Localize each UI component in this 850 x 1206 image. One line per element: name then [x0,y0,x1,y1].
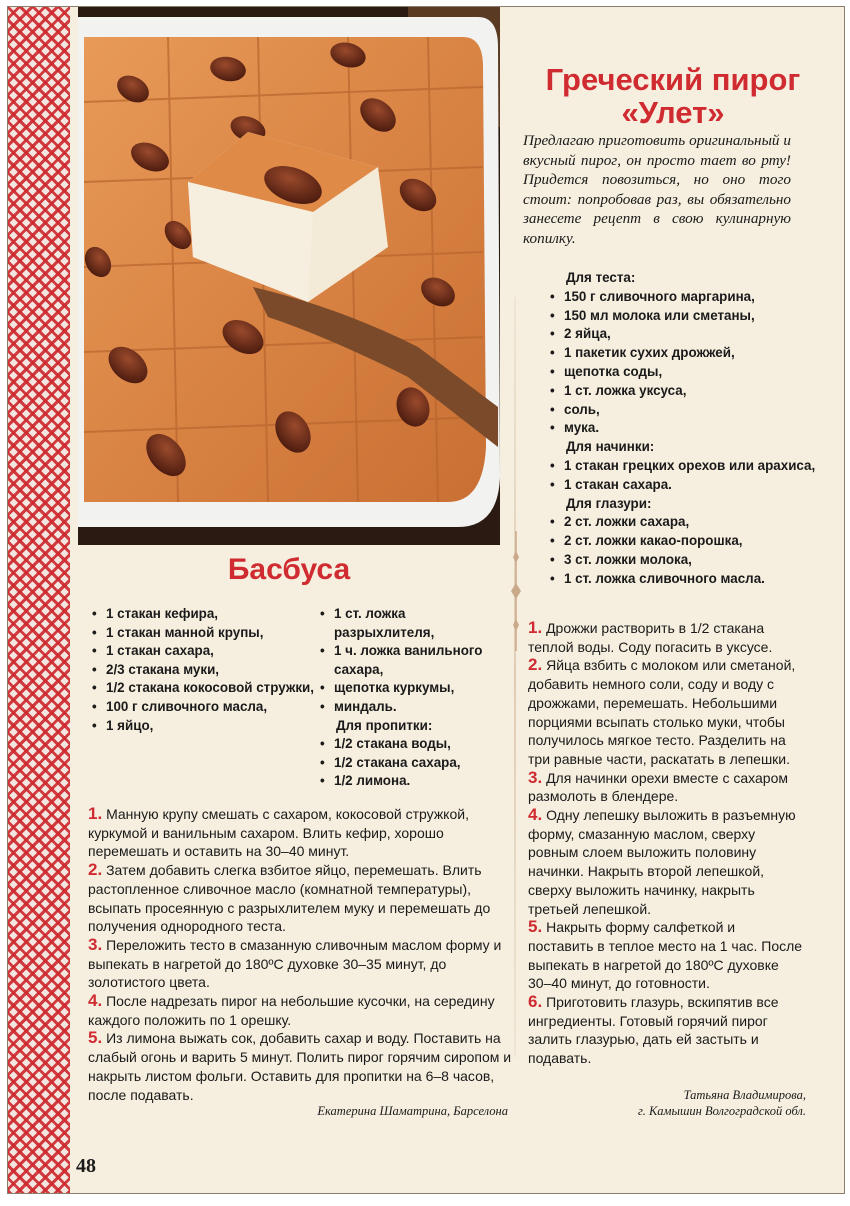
ingredient-heading: Для пропитки: [336,717,433,733]
basbusa-cake-photo [78,7,500,545]
ingredient-item: • 1 стакан кефира, [90,605,316,624]
column-divider [514,297,516,1057]
basbusa-author: Екатерина Шаматрина, Барселона [317,1104,508,1118]
ingredient-item: • 1/2 стакана воды, [318,735,503,754]
ingredient-item: • 1 стакан сахара, [90,642,316,661]
ingredient-item: • 150 мл молока или сметаны, [548,307,838,326]
ingredient-item: • щепотка соды, [548,363,838,382]
ingredient-item: • 1 ч. ложка ванильного сахара, [318,642,503,679]
basbusa-steps [88,805,512,1104]
ingredient-item: • щепотка куркумы, [318,679,503,698]
greek-pie-author [568,1087,806,1119]
ingredient-item: • мука. [548,419,838,438]
ingredient-item: • 150 г сливочного маргарина, [548,288,838,307]
recipe-step [528,806,804,918]
author-place: г. Камышин Волгоградской обл. [638,1104,806,1118]
ingredient-item: • 1/2 лимона. [318,772,503,791]
step-text: Яйца взбить с молоком или сметаной, добавить немного соли, соду и воду с дрожжами, перемешать. Небольшими порциями всыпать столько муки, чтобы получилось мягкое тесто. Разделить на три равные части, раскатать в лепешки. [528,657,796,767]
ingredient-heading: Для глазури: [566,495,652,511]
recipe-step [528,769,804,806]
ingredient-heading: Для теста: [566,270,636,285]
step-text: Для начинки орехи вместе с сахаром размолоть в блендере. [528,769,788,805]
recipe-step [528,918,804,993]
ingredient-item: • 1 пакетик сухих дрожжей, [548,344,838,363]
step-text: После надрезать пирог на небольшие кусочки, на середину каждого положить по 1 орешку. [88,993,495,1028]
recipe-step [88,936,512,992]
step-number: 4. [88,991,103,1011]
basbusa-ingredients-col2 [318,605,503,791]
ingredient-item: • 1 ст. ложка разрыхлителя, [318,605,503,642]
recipe-step [88,992,512,1029]
step-number: 5. [88,1028,103,1048]
step-text: Затем добавить слегка взбитое яйцо, перемешать. Влить растопленное сливочное масло (комнатной температуры), всыпать просеянную с разрыхлителем муку и перемешать до получения однородного теста. [88,862,491,935]
magazine-page [7,6,845,1194]
ingredient-item: • 1/2 стакана кокосовой стружки, [90,679,316,698]
ingredient-item: • 2/3 стакана муки, [90,661,316,680]
step-number: 1. [88,804,103,823]
step-text: Дрожжи растворить в 1/2 стакана теплой воды. Соду погасить в уксусе. [528,620,773,655]
page-number: 48 [76,1155,96,1177]
recipe-step [528,993,804,1068]
ingredient-item: • 1 ст. ложка уксуса, [548,382,838,401]
ingredient-item: • 2 ст. ложки какао-порошка, [548,532,838,551]
ingredient-item: • 1 ст. ложка сливочного масла. [548,570,838,589]
step-text: Из лимона выжать сок, добавить сахар и воду. Поставить на слабый огонь и варить 5 минут. Полить пирог горячим сиропом и накрыть листом фольги. Оставить для пропитки на 6–8 часов, после подавать. [88,1030,512,1103]
greek-pie-title-line2: «Улет» [621,95,725,130]
ingredient-item: • миндаль. [318,698,503,717]
step-number: 3. [88,934,103,954]
step-text: Манную крупу смешать с сахаром, кокосовой стружкой, куркумой и ванильным сахаром. Влить кефир, хорошо перемешать и оставить на 30–40 минут. [88,806,469,860]
step-number: 4. [528,805,543,825]
step-text: Переложить тесто в смазанную сливочным маслом форму и выпекать в нагретой до 180ºС духовке 30–35 минут, до золотистого цвета. [88,936,502,991]
step-number: 1. [528,618,543,637]
greek-pie-ingredients [548,269,838,589]
recipe-step [528,656,804,768]
divider-ornament-icon [510,531,522,651]
step-number: 2. [88,860,103,880]
step-number: 6. [528,992,543,1012]
author-name: Татьяна Владимирова, [683,1088,806,1102]
ingredient-heading: Для начинки: [566,439,655,455]
basbusa-ingredients-col1 [90,605,316,735]
step-text: Накрыть форму салфеткой и поставить в теплое место на 1 час. После выпекать в нагретой до 180ºС духовке 30–40 минут, до готовности. [528,919,803,992]
ingredient-item: • соль, [548,401,838,420]
greek-pie-title-line1: Греческий пирог [545,62,801,97]
ingredient-item: • 1 стакан манной крупы, [90,624,316,643]
basbusa-title: Басбуса [227,553,351,586]
recipe-step [88,861,512,936]
step-number: 3. [528,767,543,787]
step-number: 2. [528,655,543,675]
decorative-border [8,7,70,1193]
ingredient-item: • 1 стакан сахара. [548,476,838,495]
recipe-step [88,1029,512,1104]
ingredient-item: • 1 яйцо, [90,717,316,736]
ingredient-item: • 1 стакан грецких орехов или арахиса, [548,457,838,476]
step-text: Приготовить глазурь, вскипятив все ингредиенты. Готовый горячий пирог залить глазурью, дать ей застыть и подавать. [528,994,779,1067]
ingredient-item: • 100 г сливочного масла, [90,698,316,717]
ingredient-item: • 2 ст. ложки сахара, [548,513,838,532]
cake-illustration [78,7,500,545]
step-text: Одну лепешку выложить в разъемную форму, смазанную маслом, сверху ровным слоем выложить половину начинки. Накрыть второй лепешкой, сверху выложить начинку, накрыть третьей лепешкой. [528,807,796,917]
greek-pie-title [508,63,838,129]
ingredient-item: • 3 ст. ложки молока, [548,551,838,570]
recipe-step [528,619,804,656]
greek-pie-steps [528,619,804,1068]
recipe-step [88,805,512,861]
greek-pie-intro: Предлагаю приготовить оригинальный и вкусный пирог, он просто тает во рту! Придется повозиться, но оно того стоит: попробовав раз, вы обязательно занесете рецепт в свою кулинарную копилку. [523,132,791,247]
ingredient-item: • 2 яйца, [548,325,838,344]
step-number: 5. [528,917,543,937]
ingredient-item: • 1/2 стакана сахара, [318,754,503,773]
